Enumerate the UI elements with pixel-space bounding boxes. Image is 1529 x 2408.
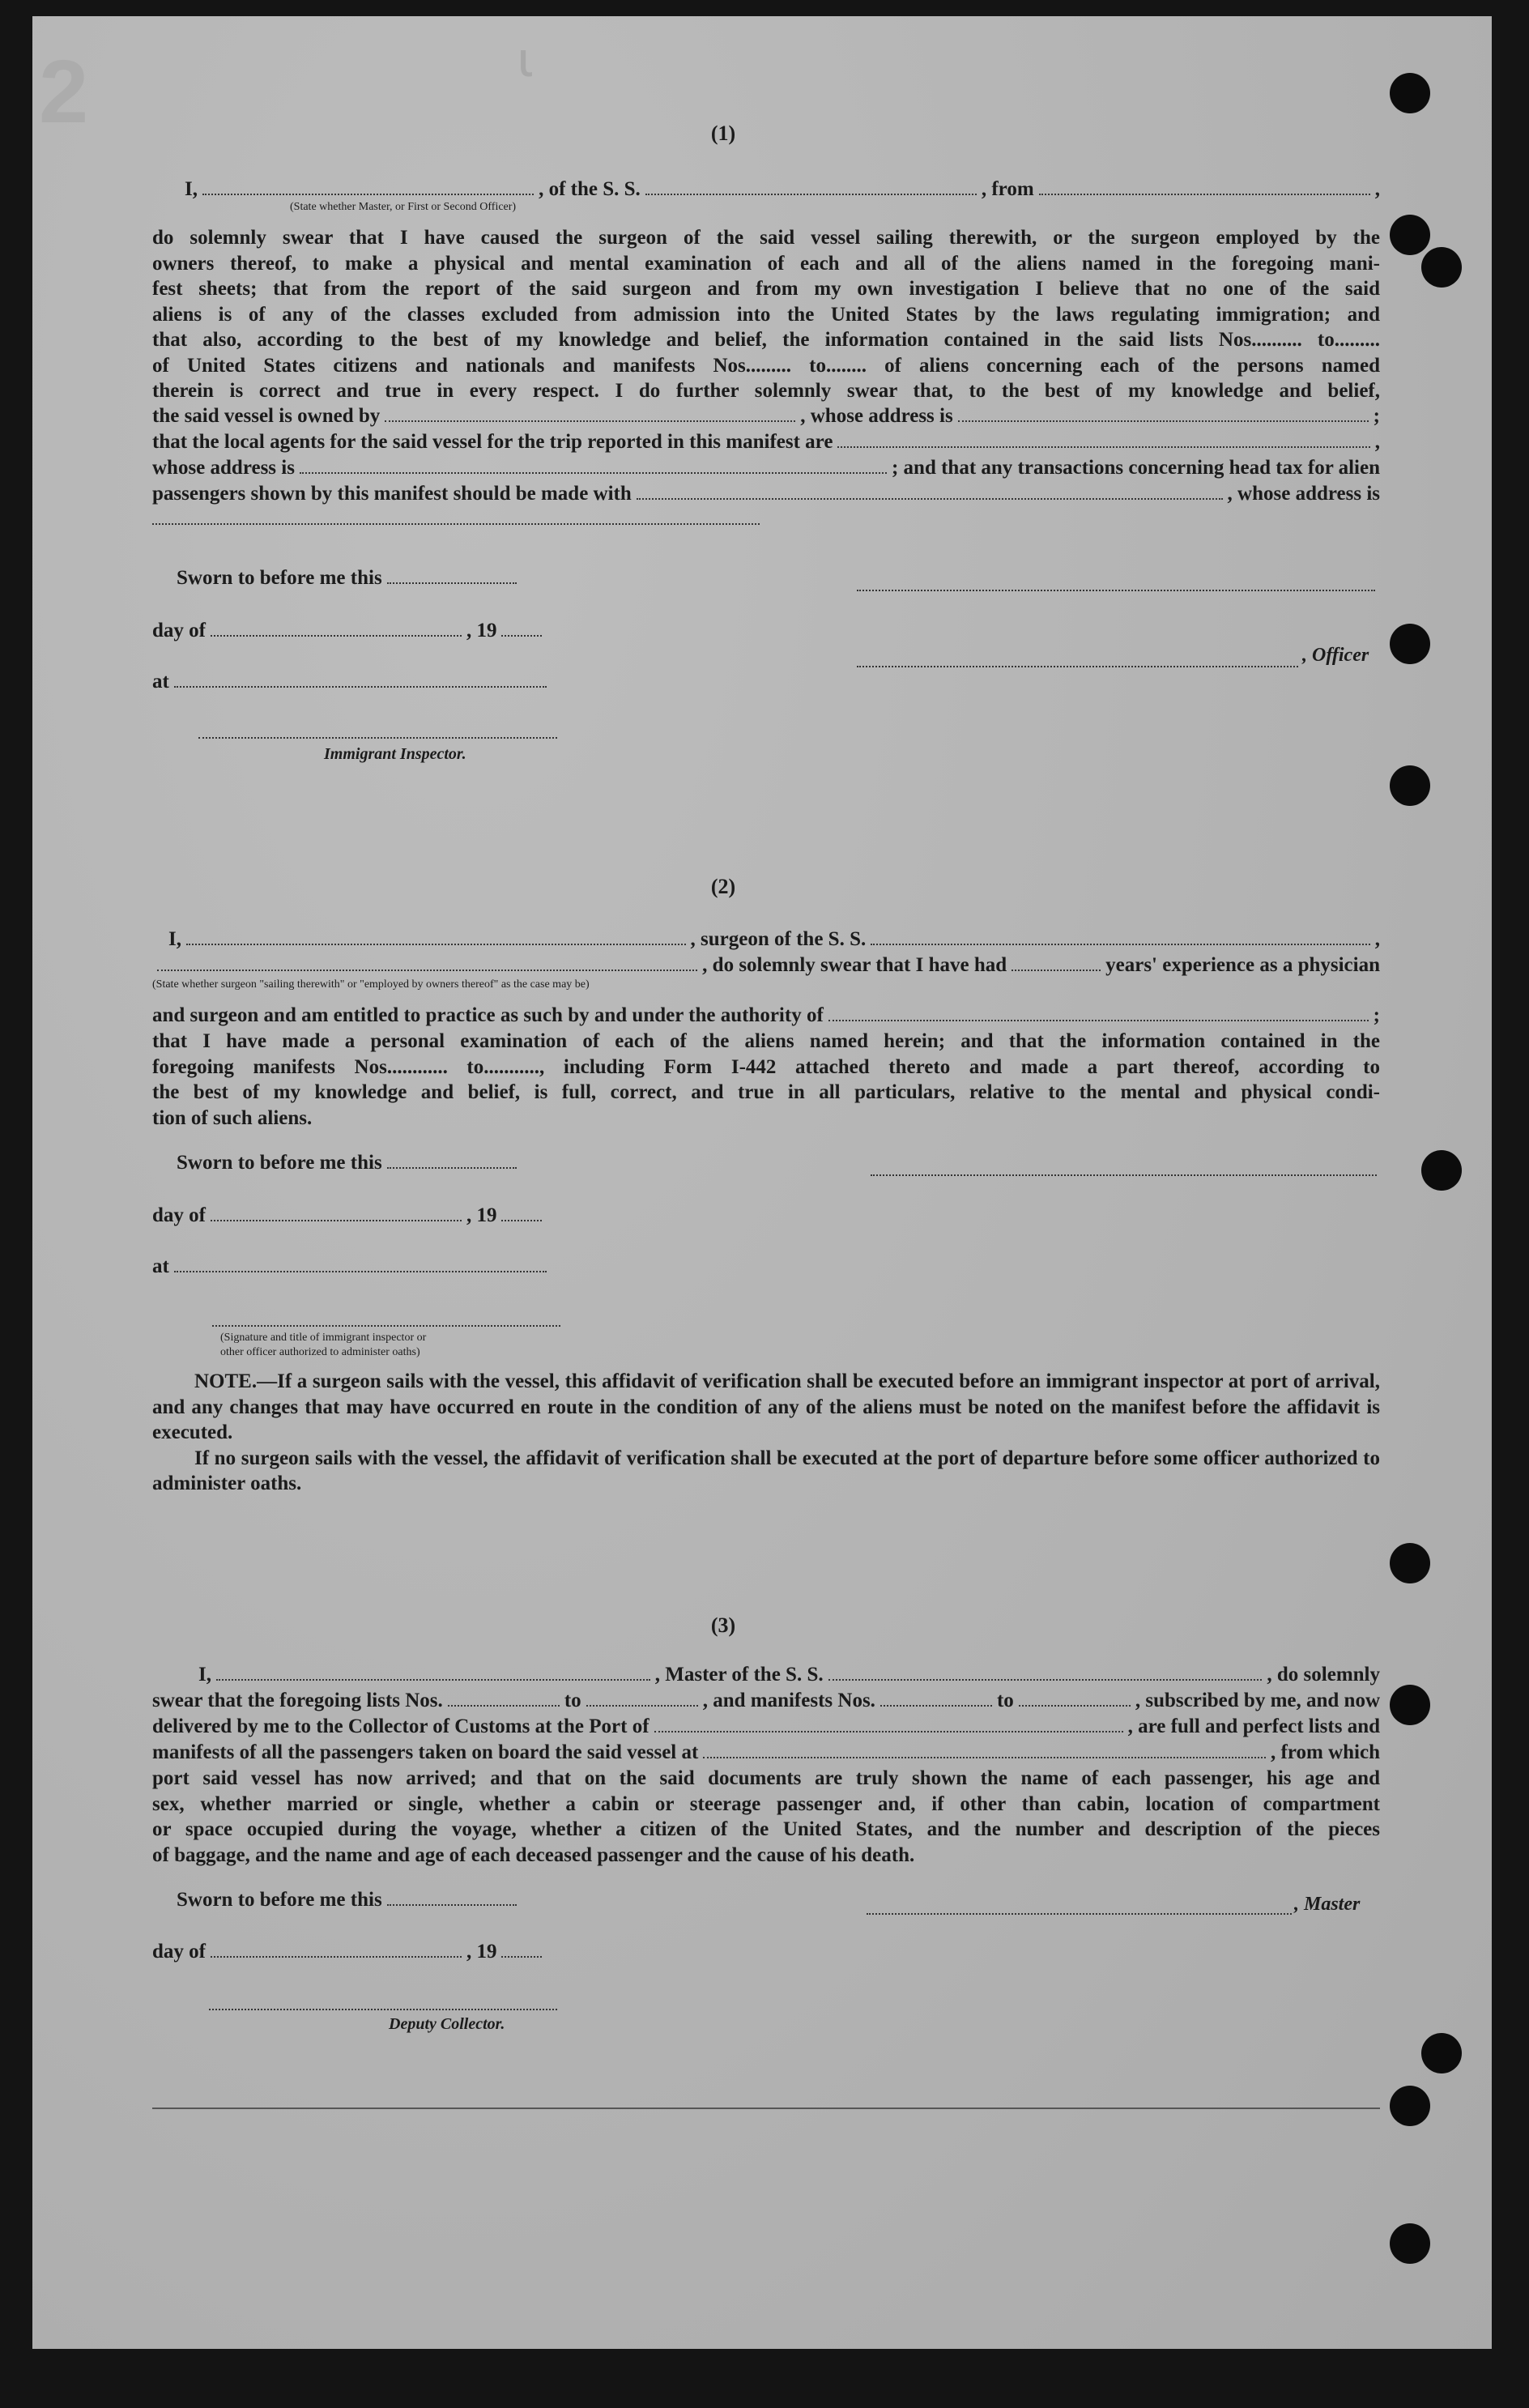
manifests-to-field[interactable] — [1019, 1690, 1131, 1707]
section-3-line-1: I, , Master of the S. S. , do solemnly — [198, 1664, 1381, 1686]
master-name-field[interactable] — [202, 179, 534, 195]
day-of-field[interactable] — [211, 1941, 462, 1958]
inspector-signature-field[interactable] — [198, 737, 557, 739]
master-name-field[interactable] — [216, 1664, 650, 1681]
officer-label: , Officer — [1302, 645, 1369, 666]
section-1-head-tax-line: passengers shown by this manifest should be made with , whose address is — [152, 483, 1380, 505]
punch-hole — [1390, 1543, 1430, 1583]
punch-hole — [1390, 624, 1430, 664]
punch-hole — [1390, 2086, 1430, 2126]
year-field[interactable] — [501, 1205, 542, 1221]
section-3-body: port said vessel has now arrived; and that on the said documents are truly shown the name of each passenger, his age and sex, whether married or single, whether a cabin or steerage passenger and, if other than cabin, location of compartment or space occupied during the voyage, whether a citizen of the United States, and the number and description of the pieces of baggage, and the name and age of each deceased passenger and the cause of his death. — [152, 1767, 1380, 1866]
local-agents-field[interactable] — [837, 432, 1369, 448]
section-2-line-3: and surgeon and am entitled to practice as such by and under the authority of ; — [152, 1004, 1380, 1026]
day-of-field[interactable] — [211, 1205, 462, 1221]
sworn-date-field[interactable] — [387, 568, 517, 584]
section-2-note: NOTE.—If a surgeon sails with the vessel, this affidavit of verification shall be executed before an immigrant inspector at port of arrival, and any changes that may have occurred en route in the condition of any of the aliens must be noted on the manifest before the affidavit is executed. If no surgeon sails with the vessel, the affidavit of verification shall be executed at the port of departure before some officer authorized to administer oaths. — [152, 1370, 1380, 1494]
sworn-date-field[interactable] — [387, 1153, 517, 1169]
punch-hole — [1390, 73, 1430, 113]
departure-port-field[interactable] — [1039, 179, 1370, 195]
lists-to-field[interactable] — [586, 1690, 698, 1707]
surgeon-name-field[interactable] — [186, 929, 686, 945]
section-2-body: that I have made a personal examination of each of the aliens named herein; and that the information contained in the foregoing manifests Nos............ to..........., including Form I-442 attached thereto and made a part thereof, according to the best of my knowledge and belief, is full, correct, and true in all particulars, relative to the mental and physical condi- tion of such aliens. — [152, 1030, 1380, 1129]
section-2-number: (2) — [710, 875, 736, 898]
owner-address-field[interactable] — [958, 406, 1369, 422]
section-1-agents-line: that the local agents for the said vessel for the trip reported in this manifest are , — [152, 431, 1380, 453]
section-1-sworn: Sworn to before me this — [177, 567, 522, 590]
punch-hole — [1421, 247, 1462, 288]
at-place-field[interactable] — [174, 1256, 547, 1272]
section-3-sworn: Sworn to before me this — [177, 1889, 522, 1911]
sworn-date-field[interactable] — [387, 1890, 517, 1906]
section-2-at: at — [152, 1255, 552, 1278]
section-1-number: (1) — [710, 121, 736, 145]
bleed-through-number: 2 — [39, 42, 89, 142]
officer-title-field[interactable] — [857, 666, 1298, 667]
punch-hole — [1390, 765, 1430, 806]
inspector-label: Immigrant Inspector. — [324, 745, 466, 763]
authority-field[interactable] — [828, 1005, 1369, 1021]
section-3-line-4: manifests of all the passengers taken on board the said vessel at , from which — [152, 1741, 1380, 1763]
punch-hole — [1390, 1685, 1430, 1725]
section-2-day-of: day of , 19 — [152, 1204, 547, 1227]
head-tax-contact-field[interactable] — [637, 484, 1223, 500]
section-2-signature-note-1: (Signature and title of immigrant inspector or — [220, 1332, 427, 1344]
lists-from-field[interactable] — [448, 1690, 560, 1707]
section-1-officer-note: (State whether Master, or First or Second Officer) — [290, 201, 517, 213]
section-3-day-of: day of , 19 — [152, 1941, 547, 1963]
boarding-port-field[interactable] — [703, 1742, 1266, 1758]
section-1-owner-line: the said vessel is owned by , whose address is ; — [152, 405, 1380, 427]
manifest-sheet — [32, 16, 1492, 2349]
owner-field[interactable] — [385, 406, 795, 422]
punch-hole — [1421, 2033, 1462, 2073]
punch-hole — [1390, 2223, 1430, 2264]
day-of-field[interactable] — [211, 620, 462, 637]
bottom-rule — [152, 2108, 1380, 2109]
bleed-through-stamp: ɿ — [518, 49, 533, 89]
vessel-name-field[interactable] — [645, 179, 977, 195]
section-1-body: do solemnly swear that I have caused the surgeon of the said vessel sailing therewith, or the surgeon employed by the owners thereof, to make a physical and mental examination of each and all of the aliens named in the foregoing mani- fest sheets; that from the report of the said surgeon and from my own investigation I believe that no one of the said aliens is of any of the classes excluded from admission into the United States by the laws regulating immigration; and that also, according to the best of my knowledge and belief, the information contained in the said lists Nos.......... to......... of United States citizens and nationals and manifests Nos......... to........ of aliens concerning each of the persons named therein is correct and true in every respect. I do further solemnly swear that, to the best of my knowledge and belief, — [152, 227, 1380, 402]
year-field[interactable] — [501, 620, 542, 637]
section-1-line-1: I, , of the S. S. , from , — [185, 178, 1380, 200]
head-tax-address-field[interactable] — [152, 523, 760, 525]
section-1-day-of: day of , 19 — [152, 620, 547, 642]
section-1-at: at — [152, 671, 552, 693]
section-2-surgeon-note: (State whether surgeon "sailing therewith" or "employed by owners thereof" as the case may be) — [152, 978, 590, 991]
section-1-agent-address-line: whose address is ; and that any transactions concerning head tax for alien — [152, 457, 1380, 479]
year-field[interactable] — [501, 1941, 542, 1958]
surgeon-role-field[interactable] — [157, 955, 697, 971]
section-2-signature-note-2: other officer authorized to administer oaths) — [220, 1346, 420, 1358]
surgeon-vessel-field[interactable] — [871, 929, 1370, 945]
agent-address-field[interactable] — [300, 458, 887, 474]
customs-port-field[interactable] — [654, 1716, 1123, 1732]
section-2-line-1: I, , surgeon of the S. S. , — [168, 928, 1381, 950]
punch-hole — [1390, 215, 1430, 255]
inspector-signature-field[interactable] — [212, 1325, 560, 1327]
punch-hole — [1421, 1150, 1462, 1191]
collector-label: Deputy Collector. — [389, 2015, 505, 2033]
section-3-line-3: delivered by me to the Collector of Customs at the Port of , are full and perfect lists and — [152, 1715, 1380, 1737]
section-2-line-2: , do solemnly swear that I have had years' experience as a physician — [152, 953, 1380, 978]
vessel-name-field[interactable] — [828, 1664, 1263, 1681]
section-3-number: (3) — [710, 1613, 736, 1637]
master-signature-field[interactable] — [867, 1913, 1292, 1915]
section-3-line-2: swear that the foregoing lists Nos. to , and manifests Nos. to , subscribed by me, and now — [152, 1690, 1381, 1711]
master-label: , Master — [1294, 1894, 1361, 1915]
officer-signature-field[interactable] — [857, 590, 1375, 591]
at-place-field[interactable] — [174, 671, 547, 688]
collector-signature-field[interactable] — [209, 2009, 557, 2010]
manifests-from-field[interactable] — [880, 1690, 992, 1707]
section-2-sworn: Sworn to before me this — [177, 1152, 522, 1174]
surgeon-signature-field[interactable] — [871, 1174, 1377, 1176]
years-experience-field[interactable] — [1012, 955, 1101, 971]
